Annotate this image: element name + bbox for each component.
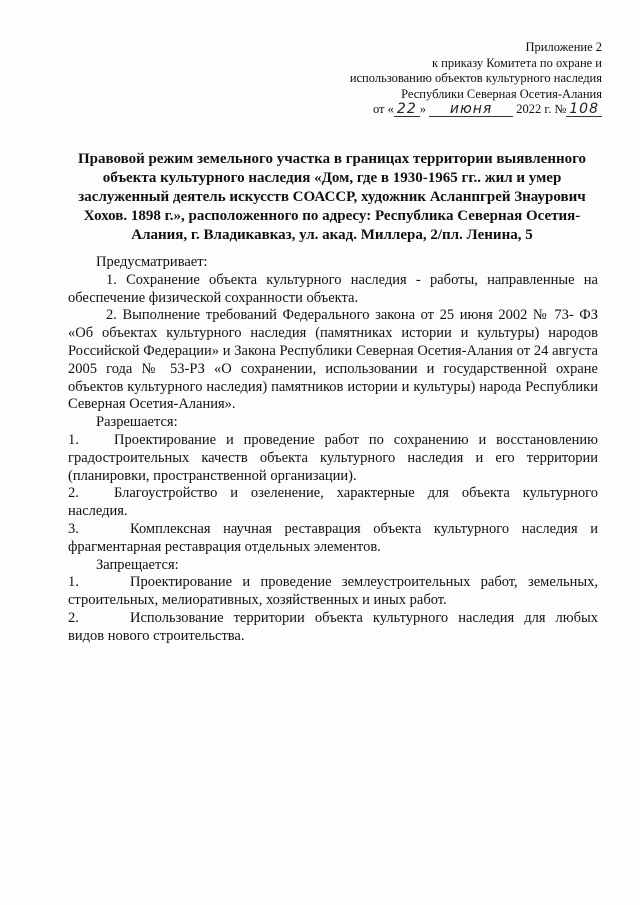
date-mid: » <box>419 102 426 116</box>
document-body <box>68 254 598 646</box>
item-number: 2. <box>68 609 79 626</box>
allowed-item-2 <box>68 485 598 521</box>
item-number: 1. <box>68 431 79 448</box>
appendix-date-line <box>302 102 602 118</box>
handwritten-day: 22 <box>394 103 420 117</box>
provides-heading: Предусматривает: <box>96 254 208 270</box>
appendix-header <box>302 40 602 118</box>
appendix-republic-line: Республики Северная Осетия-Алания <box>401 86 602 101</box>
handwritten-number: 108 <box>566 103 602 117</box>
item-number: 1. <box>68 574 79 591</box>
handwritten-month: июня <box>429 103 513 117</box>
provides-item-1: 1. Сохранение объекта культурного наследия - работы, направленные на обеспечение физической сохранности объекта. <box>68 271 598 306</box>
allowed-heading: Разрешается: <box>96 414 178 431</box>
appendix-order-line: к приказу Комитета по охране и <box>431 55 602 70</box>
provides-item-2: 2. Выполнение требований Федерального закона от 25 июня 2002 № 73- ФЗ «Об объектах культурного наследия (памятниках истории и культуры) народов Российской Федерации» и Закона Республики Северная Осетия-Алания от 24 августа 2005 года № 53-РЗ «О сохранении, использовании и государственной охране объектов культурного наследия) памятников истории и культуры) народа Республики Северная Осетия-Алания». <box>68 307 598 413</box>
appendix-committee-line: использованию объектов культурного наследия <box>349 71 602 85</box>
item-number: 3. <box>68 520 79 537</box>
item-text: Благоустройство и озеленение, характерные для объекта культурного наследия. <box>68 485 598 520</box>
forbidden-heading: Запрещается: <box>96 556 179 573</box>
forbidden-item-1 <box>68 574 598 610</box>
allowed-item-3 <box>68 521 598 557</box>
date-prefix: от « <box>372 102 394 116</box>
item-text: Проектирование и проведение работ по сохранению и восстановлению градостроительных качеств объекта культурного наследия и его территории (планировки, пространственной организации). <box>68 431 598 484</box>
allowed-item-1 <box>68 432 598 485</box>
year-text: 2022 г. № <box>516 102 567 116</box>
item-number: 2. <box>68 485 79 502</box>
item-text: Комплексная научная реставрация объекта культурного наследия и фрагментарная реставрация отдельных элементов. <box>68 520 598 555</box>
document-title: Правовой режим земельного участка в границах территории выявленного объекта культурного наследия «Дом, где в 1930-1965 гг.. жил и умер заслуженный деятель искусств СОАССР, художник Асланпгрей Знаурович Хохов. 1898 г.», расположенного по адресу: Республика Северная Осетия-Алания, г. Владикавказ, ул. акад. Миллера, 2/пл. Ленина, 5 <box>77 151 587 243</box>
forbidden-item-2 <box>68 610 598 646</box>
appendix-label: Приложение 2 <box>525 40 602 54</box>
item-text: Использование территории объекта культурного наследия для любых видов нового строительства. <box>68 609 598 644</box>
item-text: Проектирование и проведение землеустроительных работ, земельных, строительных, мелиоративных, хозяйственных и иных работ. <box>68 574 598 609</box>
